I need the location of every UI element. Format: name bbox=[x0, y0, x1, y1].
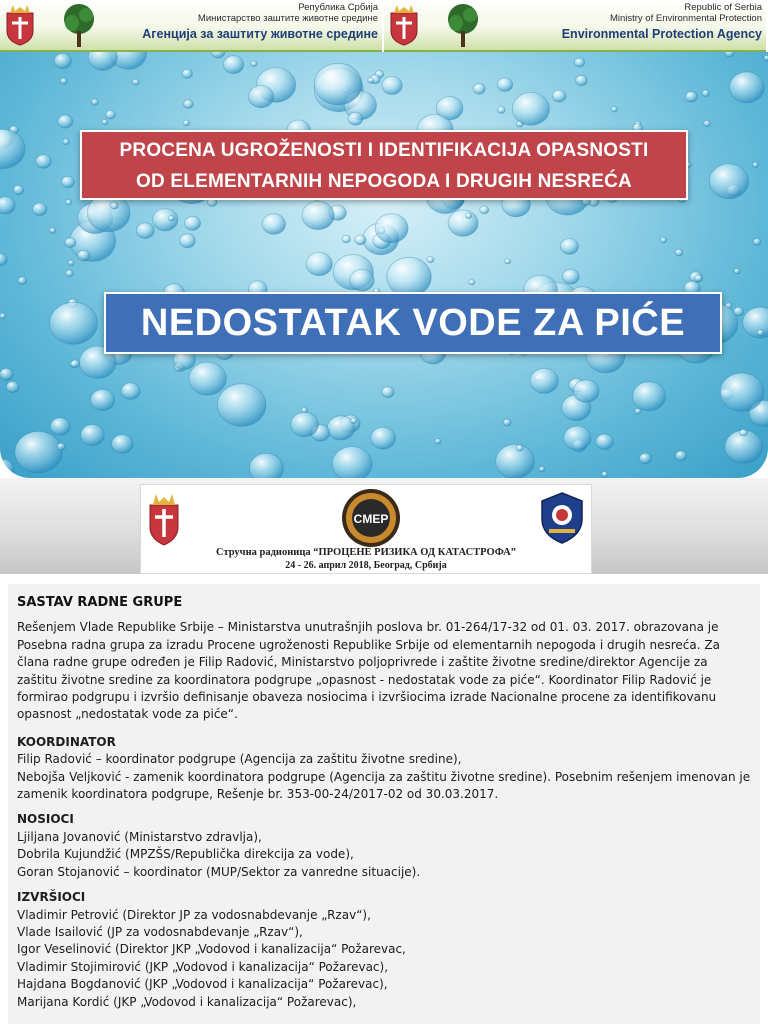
water-drop bbox=[382, 76, 402, 94]
water-drop bbox=[757, 330, 764, 336]
nosioci-heading: NOSIOCI bbox=[17, 812, 74, 827]
water-drop bbox=[36, 155, 51, 169]
workshop-date-place: 24 - 26. април 2018, Београд, Србија bbox=[285, 560, 447, 571]
water-drop bbox=[530, 368, 558, 393]
water-drop bbox=[675, 451, 686, 461]
water-drop bbox=[88, 52, 117, 70]
water-drop bbox=[576, 75, 588, 85]
water-drop bbox=[561, 239, 579, 255]
water-drop bbox=[635, 408, 642, 414]
water-drop bbox=[574, 58, 584, 67]
list-item: Filip Radović – koordinator podgrupe (Agencija za zaštitu životne sredine), bbox=[17, 752, 462, 767]
water-drop bbox=[223, 56, 243, 74]
water-drop bbox=[50, 418, 70, 435]
water-drop bbox=[355, 235, 366, 245]
water-drop bbox=[121, 383, 140, 400]
water-drop bbox=[709, 164, 748, 199]
agency-card-serbian bbox=[0, 0, 382, 52]
water-drop bbox=[695, 275, 703, 282]
nosioci-list bbox=[17, 829, 751, 881]
water-drop bbox=[611, 106, 617, 112]
water-drop bbox=[435, 439, 441, 444]
main-title: NEDOSTATAK VODE ZA PIĆE bbox=[104, 292, 722, 354]
list-item: Vladimir Stojimirović (JKP „Vodovod i kanalizacija“ Požarevac), bbox=[17, 959, 389, 974]
water-drop bbox=[368, 78, 374, 84]
water-drop bbox=[332, 447, 372, 479]
water-drop bbox=[57, 443, 65, 450]
water-drop bbox=[0, 313, 6, 319]
water-drop bbox=[387, 257, 432, 296]
water-drop bbox=[448, 210, 478, 236]
water-drop bbox=[18, 277, 27, 285]
agency-line-agency: Агенција за заштиту животне средине bbox=[142, 26, 378, 41]
water-drop bbox=[185, 216, 201, 230]
water-drop bbox=[66, 270, 74, 277]
cmep-logo bbox=[341, 488, 401, 548]
workshop-title: Стручна радионица “ПРОЦЕНЕ РИЗИКА ОД КАТАСТРОФА” bbox=[216, 547, 516, 558]
serbia-coat-of-arms-icon bbox=[145, 491, 183, 547]
water-drop bbox=[730, 72, 765, 103]
list-item: Goran Stojanović – koordinator (MUP/Sektor za vanredne situacije). bbox=[17, 864, 421, 879]
water-drop bbox=[469, 280, 475, 285]
serbia-coat-of-arms-icon bbox=[3, 3, 37, 47]
water-drop bbox=[13, 185, 24, 194]
water-drops-background bbox=[0, 52, 768, 478]
water-drop bbox=[0, 253, 7, 265]
water-drop bbox=[262, 214, 285, 235]
water-drop bbox=[497, 78, 513, 92]
water-drop bbox=[574, 380, 600, 403]
water-drop bbox=[753, 238, 761, 245]
water-drop bbox=[753, 162, 759, 167]
water-drop bbox=[602, 472, 608, 478]
water-drop bbox=[505, 259, 511, 264]
cmep-logo-text: CMEP bbox=[353, 512, 389, 526]
title-banner-red bbox=[80, 130, 688, 200]
water-drop bbox=[552, 90, 566, 102]
water-drop bbox=[0, 197, 15, 214]
water-drop bbox=[65, 238, 76, 248]
water-drop bbox=[0, 368, 13, 380]
oak-tree-icon bbox=[62, 3, 96, 49]
water-drop bbox=[60, 78, 67, 84]
water-drop bbox=[54, 53, 71, 68]
content-panel bbox=[8, 584, 760, 1024]
water-drop bbox=[740, 429, 748, 436]
list-item: Marijana Kordić (JKP „Vodovod i kanalizacija“ Požarevac), bbox=[17, 994, 357, 1009]
serbia-coat-of-arms-icon bbox=[387, 3, 421, 47]
izvrsioci-heading: IZVRŠIOCI bbox=[17, 890, 86, 905]
water-drop bbox=[633, 382, 666, 411]
water-drop bbox=[596, 434, 614, 449]
water-drop bbox=[168, 216, 174, 221]
water-drop bbox=[0, 129, 25, 168]
agency-line-agency: Environmental Protection Agency bbox=[561, 26, 762, 41]
water-drop bbox=[473, 84, 485, 95]
list-item: Dobrila Kujundžić (MPZŠS/Republička direkcija za vode), bbox=[17, 847, 354, 862]
water-drop bbox=[702, 90, 709, 97]
water-drop bbox=[189, 362, 226, 395]
water-drop bbox=[211, 52, 225, 58]
water-drop bbox=[427, 257, 434, 263]
list-item: Igor Veselinović (Direktor JKP „Vodovod i kanalizacija“ Požarevac, bbox=[17, 942, 406, 957]
water-drop bbox=[132, 79, 139, 85]
water-drop bbox=[66, 200, 72, 205]
water-drop bbox=[249, 86, 274, 108]
list-item: Ljiljana Jovanović (Ministarstvo zdravlja), bbox=[17, 829, 262, 844]
water-drop bbox=[184, 100, 194, 109]
water-drop bbox=[725, 52, 734, 57]
water-drop bbox=[516, 445, 523, 451]
water-drop bbox=[183, 120, 190, 126]
water-drop bbox=[50, 228, 56, 234]
water-drop bbox=[314, 63, 361, 105]
title-line-2: OD ELEMENTARNIH NEPOGODA I DRUGIH NESREĆA bbox=[136, 171, 632, 192]
water-drop bbox=[33, 203, 47, 216]
water-drop bbox=[217, 384, 266, 427]
water-drop bbox=[639, 453, 651, 464]
water-drop bbox=[302, 201, 334, 229]
water-drop bbox=[720, 373, 764, 411]
water-drop bbox=[251, 61, 257, 66]
water-drop bbox=[63, 139, 70, 145]
intro-paragraph: Rešenjem Vlade Republike Srbije – Ministarstva unutrašnjih poslova br. 01-264/17-32 od 01. 03. 2017. obrazovana je Posebna radna grupa za izradu Procene ugroženosti Republike Srbije od elementarnih nepogoda i drugih nesreća. Za člana radne grupe određen je Filip Radović, Ministarstvo poljoprivrede i zaštite životne sredine/direktor Agencije za zaštitu životne sredine za koordinatora podgrupe „opasnost - nedostatak vode za piće“. Koordinator Filip Radović je formirao podgrupu i izvršio definisanje obaveza nosiocima i izvršiocima izrade Nacionalne procene za identifikovanu opasnost „nedostatak vode za piće“. bbox=[17, 620, 720, 722]
water-drop bbox=[71, 360, 80, 368]
izvrsioci-list bbox=[17, 907, 751, 1011]
water-drop bbox=[498, 107, 506, 114]
water-drop bbox=[375, 214, 408, 243]
water-drop bbox=[503, 419, 511, 426]
agency-header bbox=[0, 0, 768, 52]
agency-line-republic: Republic of Serbia bbox=[684, 2, 762, 13]
agency-card-english bbox=[384, 0, 766, 52]
water-drop bbox=[675, 249, 683, 256]
water-drop bbox=[81, 425, 105, 446]
section-heading: SASTAV RADNE GRUPE bbox=[17, 595, 183, 610]
water-drop bbox=[350, 269, 375, 291]
water-drop bbox=[182, 69, 192, 78]
water-drop bbox=[539, 467, 545, 472]
water-drop bbox=[342, 235, 350, 242]
water-drop bbox=[180, 234, 196, 248]
koordinator-heading: KOORDINATOR bbox=[17, 734, 116, 749]
water-drop bbox=[136, 223, 154, 239]
list-item: Nebojša Veljković - zamenik koordinatora podgrupe (Agencija za zaštitu životne sredine). Posebnim rešenjem imenovan je zamenik koordinatora podgrupe, Rešenje br. 353-00-24/2017-02 od 30.03.2017. bbox=[17, 769, 751, 802]
water-drop bbox=[350, 418, 356, 424]
water-drop bbox=[102, 120, 108, 125]
agency-line-republic: Република Србија bbox=[298, 2, 378, 13]
water-drop bbox=[112, 435, 133, 454]
water-drop bbox=[466, 213, 472, 218]
list-item: Vlade Isailović (JP za vodosnabdevanje „Rzav“), bbox=[17, 924, 303, 939]
water-drop bbox=[562, 269, 579, 284]
water-drop bbox=[58, 115, 73, 128]
workshop-banner bbox=[140, 484, 592, 574]
title-line-1: PROCENA UGROŽENOSTI I IDENTIFIKACIJA OPASNOSTI bbox=[119, 140, 649, 161]
water-drop bbox=[348, 112, 363, 125]
water-drop bbox=[91, 389, 115, 410]
water-drop bbox=[0, 459, 14, 478]
water-drop bbox=[764, 55, 768, 60]
water-drop bbox=[512, 93, 549, 126]
water-drop bbox=[382, 387, 394, 398]
list-item: Hajdana Bogdanović (JKP „Vodovod i kanalizacija“ Požarevac), bbox=[17, 977, 388, 992]
water-drop bbox=[91, 99, 98, 105]
oak-tree-icon bbox=[446, 3, 480, 49]
water-drop bbox=[106, 110, 116, 119]
water-drop bbox=[306, 252, 332, 275]
water-drop bbox=[371, 427, 396, 449]
water-drop bbox=[78, 250, 90, 261]
list-item: Vladimir Petrović (Direktor JP za vodosnabdevanje „Rzav“), bbox=[17, 907, 371, 922]
agency-line-ministry: Министарство заштите животне средине bbox=[197, 12, 378, 24]
water-drop bbox=[291, 412, 319, 436]
water-drop bbox=[50, 302, 98, 344]
water-drops-image bbox=[0, 52, 768, 478]
water-drop bbox=[61, 176, 74, 187]
water-drop bbox=[734, 269, 740, 274]
water-drop bbox=[15, 431, 62, 472]
water-drop bbox=[564, 426, 591, 450]
water-drop bbox=[110, 202, 118, 209]
water-drop bbox=[704, 120, 711, 126]
police-shield-icon bbox=[539, 491, 585, 545]
water-drop bbox=[685, 91, 697, 102]
agency-line-ministry: Ministry of Environmental Protection bbox=[609, 12, 762, 24]
koordinator-list bbox=[17, 751, 751, 803]
water-drop bbox=[480, 206, 489, 214]
water-drop bbox=[249, 453, 283, 478]
water-drop bbox=[6, 381, 19, 392]
water-drop bbox=[660, 237, 666, 242]
water-drop bbox=[68, 260, 74, 265]
water-drop bbox=[496, 444, 535, 478]
